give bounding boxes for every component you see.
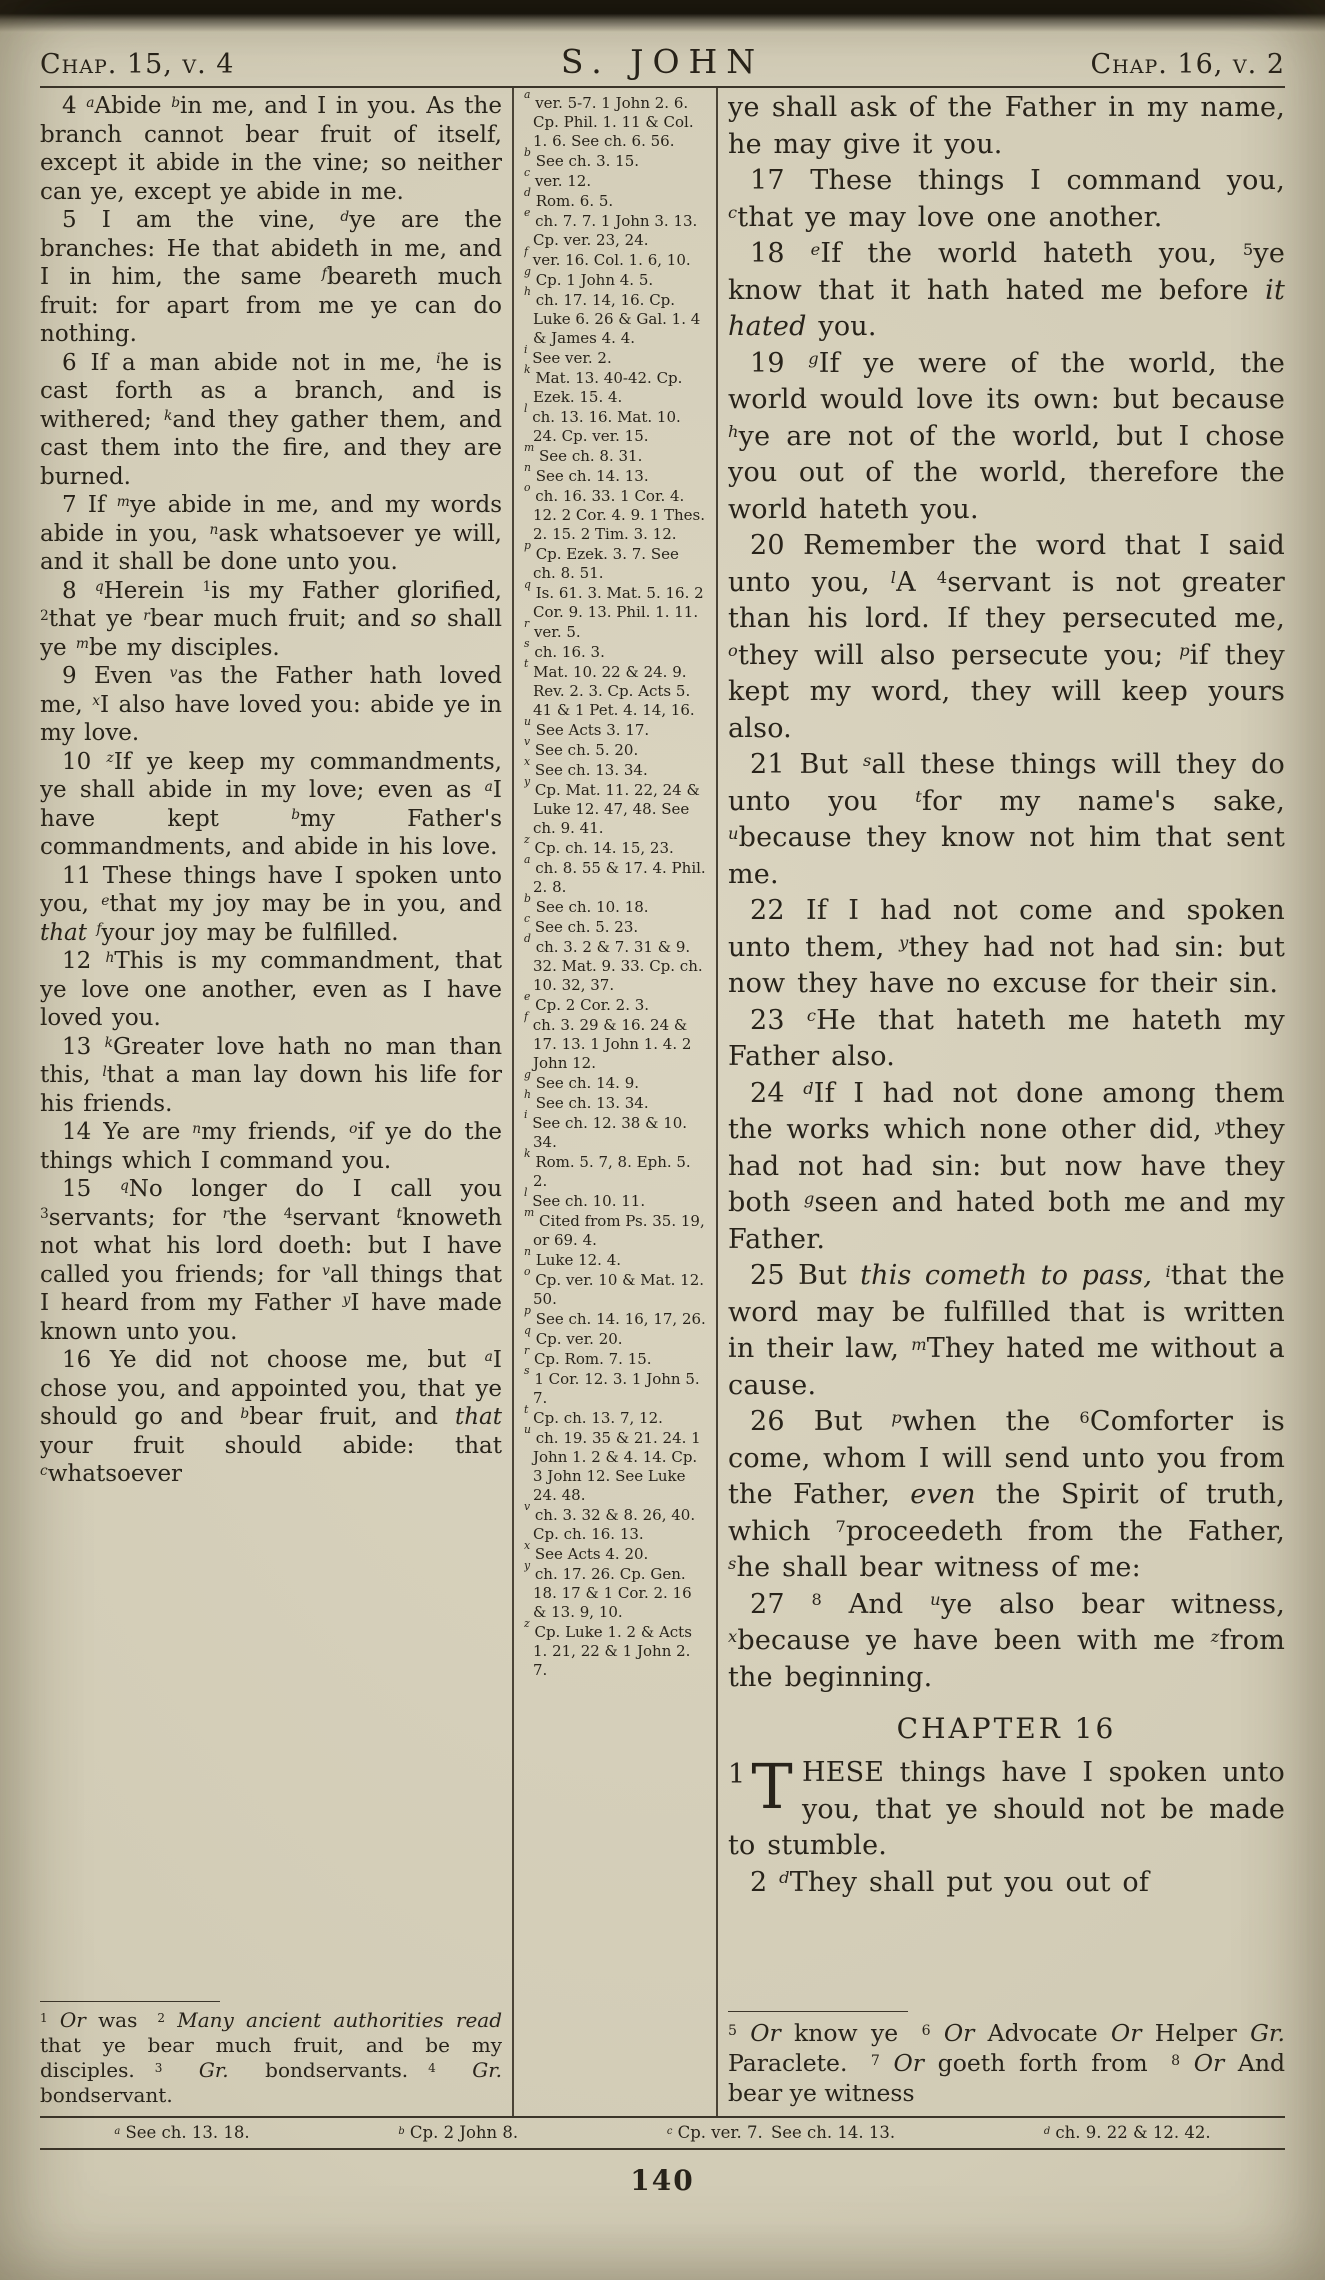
verse: 17 These things I command you, $^c$that ye may love one another. [728,165,1285,233]
cross-reference-entry: $^l$ See ch. 10. 11. [524,1186,646,1210]
cross-reference-entry: $^c$ See ch. 5. 23. [524,912,639,936]
verse: 18 $^e$If the world hateth you, $^5$ye know that it hath hated me before it hated you. [728,238,1285,342]
verses-right [728,90,1285,1696]
footnote-rule-right [728,2011,908,2012]
verse: 16 Ye did not choose me, but $^a$I chose you, and appointed you, that ye should go and $^b$bear fruit, and that your fruit should abide: that $^c$whatsoever [40,1347,502,1487]
cross-reference-entry: $^n$ See ch. 14. 13. [524,461,649,485]
cross-reference-entry: $^q$ Is. 61. 3. Mat. 5. 16. 2 Cor. 9. 13. Phil. 1. 11. [524,578,704,621]
footnote-text-left: $^1$ Or was $^2$ Many ancient authorities read that ye bear much fruit, and be my disciples. $^3$ Gr. bondservants. $^4$ Gr. bondservant. [40,2008,502,2107]
verse: 21 But $^s$all these things will they do unto you $^t$for my name's sake, $^u$because they know not him that sent me. [728,749,1285,890]
verse: 19 $^g$If ye were of the world, the world would love its own: but because $^h$ye are not of the world, but I chose you out of the world, therefore the world hateth you. [728,347,1285,525]
verse1-text: HESE things have I spoken unto you, that ye should not be made to stumble. [728,1757,1285,1861]
cross-reference-entry: $^m$ Cited from Ps. 35. 19, or 69. 4. [524,1206,705,1249]
cross-reference-entry: $^b$ See ch. 3. 15. [524,146,640,170]
cross-reference-entry: $^u$ ch. 19. 35 & 21. 24. 1 John 1. 2 & 4. 14. Cp. 3 John 12. See Luke 24. 48. [524,1423,701,1504]
cross-reference-entry: $^s$ 1 Cor. 12. 3. 1 John 5. 7. [524,1364,700,1407]
cross-reference-entry: $^g$ Cp. 1 John 4. 5. [524,265,654,289]
header-chapter-left: Chap. 15, v. 4 [40,49,235,80]
cross-reference-entry: $^r$ Cp. Rom. 7. 15. [524,1344,652,1368]
cross-reference-entry: $^y$ ch. 17. 26. Cp. Gen. 18. 17 & 1 Cor. 2. 16 & 13. 9, 10. [524,1559,692,1621]
verse: ye shall ask of the Father in my name, he may give it you. [728,92,1285,160]
bottom-reference-item: $^c$ Cp. ver. 7. See ch. 14. 13. [666,2123,896,2142]
cross-reference-entry: $^z$ Cp. ch. 14. 15, 23. [524,833,674,857]
verse: 23 $^c$He that hateth me hateth my Father also. [728,1004,1285,1072]
bottom-reference-item: $^d$ ch. 9. 22 & 12. 42. [1043,2123,1211,2142]
cross-reference-entry: $^t$ Cp. ch. 13. 7, 12. [524,1403,663,1427]
drop-cap-letter: T [751,1750,793,1823]
verses-right-after [728,1865,1285,1902]
verse: 8 $^q$Herein $^1$is my Father glorified, $^2$that ye $^r$bear much fruit; and so shall ye $^m$be my disciples. [40,577,502,661]
verse: 12 $^h$This is my commandment, that ye love one another, even as I have loved you. [40,948,502,1031]
header-book-title: S. JOHN [560,42,765,81]
page-number: 140 [630,2164,695,2197]
verse-number: 1 [728,1759,746,1790]
verse: 26 But $^p$when the $^6$Comforter is come, whom I will send unto you from the Father, even the Spirit of truth, which $^7$proceedeth from the Father, $^s$he shall bear witness of me: [728,1406,1285,1583]
cross-reference-entry: $^v$ See ch. 5. 20. [524,735,639,759]
cross-reference-entry: $^y$ Cp. Mat. 11. 22, 24 & Luke 12. 47, 48. See ch. 9. 41. [524,775,700,837]
verses-left [40,92,502,1489]
verse: 15 $^q$No longer do I call you $^3$servants; for $^r$the $^4$servant $^t$knoweth not what his lord doeth: but I have called you friends; for $^v$all things that I heard from my Father $^y$I have made known unto you. [40,1176,502,1345]
cross-reference-entry: $^x$ See ch. 13. 34. [524,755,648,779]
verse: 5 I am the vine, $^d$ye are the branches: He that abideth in me, and I in him, the same $^f$beareth much fruit: for apart from me ye can do nothing. [40,207,502,347]
footnotes-right [728,2001,1285,2116]
chapter16-verse1 [728,1750,1285,1865]
verse: 14 Ye are $^n$my friends, $^o$if ye do the things which I command you. [40,1119,502,1174]
cross-reference-entry: $^l$ ch. 13. 16. Mat. 10. 24. Cp. ver. 15. [524,402,681,445]
cross-reference-entry: $^h$ ch. 17. 14, 16. Cp. Luke 6. 26 & Gal. 1. 4 & James 4. 4. [524,285,701,347]
column-rule-left [512,88,514,2116]
cross-reference-entry: $^h$ See ch. 13. 34. [524,1088,649,1112]
cross-reference-entry: $^r$ ver. 5. [524,617,581,641]
cross-reference-column [524,88,706,2116]
bottom-rule-bottom [40,2148,1285,2150]
verse: 13 $^k$Greater love hath no man than this, $^l$that a man lay down his life for his friends. [40,1033,502,1117]
cross-reference-entry: $^v$ ch. 3. 32 & 8. 26, 40. Cp. ch. 16. 13. [524,1500,696,1543]
column-rule-right [716,88,718,2116]
verse: 2 $^d$They shall put you out of [750,1866,1150,1898]
cross-reference-entry: $^e$ ch. 7. 7. 1 John 3. 13. Cp. ver. 23, 24. [524,206,698,249]
verse: 27 $^8$ And $^u$ye also bear witness, $^x$because ye have been with me $^z$from the beginning. [728,1588,1285,1693]
cross-reference-entry: $^e$ Cp. 2 Cor. 2. 3. [524,990,650,1014]
text-column-right [728,88,1285,2116]
cross-reference-entry: $^f$ ver. 16. Col. 1. 6, 10. [524,245,691,269]
running-header [40,42,1285,81]
chapter-heading: CHAPTER 16 [896,1712,1117,1745]
verse: 6 If a man abide not in me, $^i$he is cast forth as a branch, and is withered; $^k$and they gather them, and cast them into the fire, and they are burned. [40,349,502,490]
bottom-references [40,2118,1285,2148]
cross-reference-entry: $^t$ Mat. 10. 22 & 24. 9. Rev. 2. 3. Cp. Acts 5. 41 & 1 Pet. 4. 14, 16. [524,657,695,719]
cross-reference-entry: $^g$ See ch. 14. 9. [524,1068,640,1092]
cross-reference-entry: $^d$ Rom. 6. 5. [524,186,614,210]
footnotes-left [40,1991,502,2116]
verse: 7 If $^m$ye abide in me, and my words abide in you, $^n$ask whatsoever ye will, and it shall be done unto you. [40,492,502,575]
footnote-rule-left [40,2001,220,2002]
cross-reference-entry: $^k$ Mat. 13. 40-42. Cp. Ezek. 15. 4. [524,363,683,406]
cross-reference-entry: $^s$ ch. 16. 3. [524,637,605,661]
bottom-reference-item: $^b$ Cp. 2 John 8. [398,2123,519,2142]
cross-reference-entry: $^b$ See ch. 10. 18. [524,892,649,916]
cross-reference-entry: $^a$ ch. 8. 55 & 17. 4. Phil. 2. 8. [524,853,706,896]
verse: 20 Remember the word that I said unto you, $^l$A $^4$servant is not greater than his lord. If they persecuted me, $^o$they will also persecute you; $^p$if they kept my word, they will keep yours also. [728,530,1285,744]
cross-reference-entry: $^m$ See ch. 8. 31. [524,441,643,465]
cross-reference-entry: $^a$ ver. 5-7. 1 John 2. 6. Cp. Phil. 1. 11 & Col. 1. 6. See ch. 6. 56. [524,88,694,150]
verse: 4 $^a$Abide $^b$in me, and I in you. As the branch cannot bear fruit of itself, except it abide in the vine; so neither can ye, except ye abide in me. [40,93,502,205]
cross-reference-entry: $^o$ Cp. ver. 10 & Mat. 12. 50. [524,1265,705,1308]
cross-reference-entry: $^d$ ch. 3. 2 & 7. 31 & 9. 32. Mat. 9. 33. Cp. ch. 10. 32, 37. [524,932,703,994]
verse: 25 But this cometh to pass, $^i$that the word may be fulfilled that is written in their law, $^m$They hated me without a cause. [728,1260,1285,1401]
text-columns [40,88,1285,2116]
cross-reference-entry: $^o$ ch. 16. 33. 1 Cor. 4. 12. 2 Cor. 4. 9. 1 Thes. 2. 15. 2 Tim. 3. 12. [524,481,705,543]
cross-reference-entry: $^u$ See Acts 3. 17. [524,715,650,739]
cross-reference-entry: $^q$ Cp. ver. 20. [524,1324,623,1348]
cross-reference-entry: $^i$ See ch. 12. 38 & 10. 34. [524,1108,688,1151]
text-column-left [40,88,502,2116]
footnote-text-right: $^5$ Or know ye $^6$ Or Advocate Or Helper Gr. Paraclete. $^7$ Or goeth forth from $^8$ Or And bear ye witness [728,2019,1285,2107]
verse: 22 If I had not come and spoken unto them, $^y$they had not had sin: but now they have no excuse for their sin. [728,895,1285,999]
cross-reference-entry: $^i$ See ver. 2. [524,343,612,367]
verse: 11 These things have I spoken unto you, $^e$that my joy may be in you, and that $^f$your joy may be fulfilled. [40,862,502,946]
header-chapter-right: Chap. 16, v. 2 [1090,49,1285,80]
drop-cap-wrap [728,1750,793,1823]
cross-reference-entry: $^z$ Cp. Luke 1. 2 & Acts 1. 21, 22 & 1 John 2. 7. [524,1617,692,1679]
cross-reference-entry: $^k$ Rom. 5. 7, 8. Eph. 5. 2. [524,1147,691,1190]
cross-reference-entry: $^p$ Cp. Ezek. 3. 7. See ch. 8. 51. [524,539,679,582]
cross-reference-entry: $^p$ See ch. 14. 16, 17, 26. [524,1304,706,1328]
cross-reference-entry: $^n$ Luke 12. 4. [524,1245,622,1269]
cross-reference-entry: $^c$ ver. 12. [524,166,592,190]
verse: 10 $^z$If ye keep my commandments, ye shall abide in my love; even as $^a$I have kept $^b$my Father's commandments, and abide in his love. [40,748,502,860]
bottom-reference-item: $^a$ See ch. 13. 18. [114,2123,250,2142]
verse: 9 Even $^v$as the Father hath loved me, $^x$I also have loved you: abide ye in my love. [40,663,502,746]
cross-reference-entry: $^f$ ch. 3. 29 & 16. 24 & 17. 13. 1 John 1. 4. 2 John 12. [524,1010,692,1072]
cross-reference-entry: $^x$ See Acts 4. 20. [524,1539,649,1563]
verse: 24 $^d$If I had not done among them the works which none other did, $^y$they had not had sin: but now have they both $^g$seen and hated both me and my Father. [728,1077,1285,1255]
